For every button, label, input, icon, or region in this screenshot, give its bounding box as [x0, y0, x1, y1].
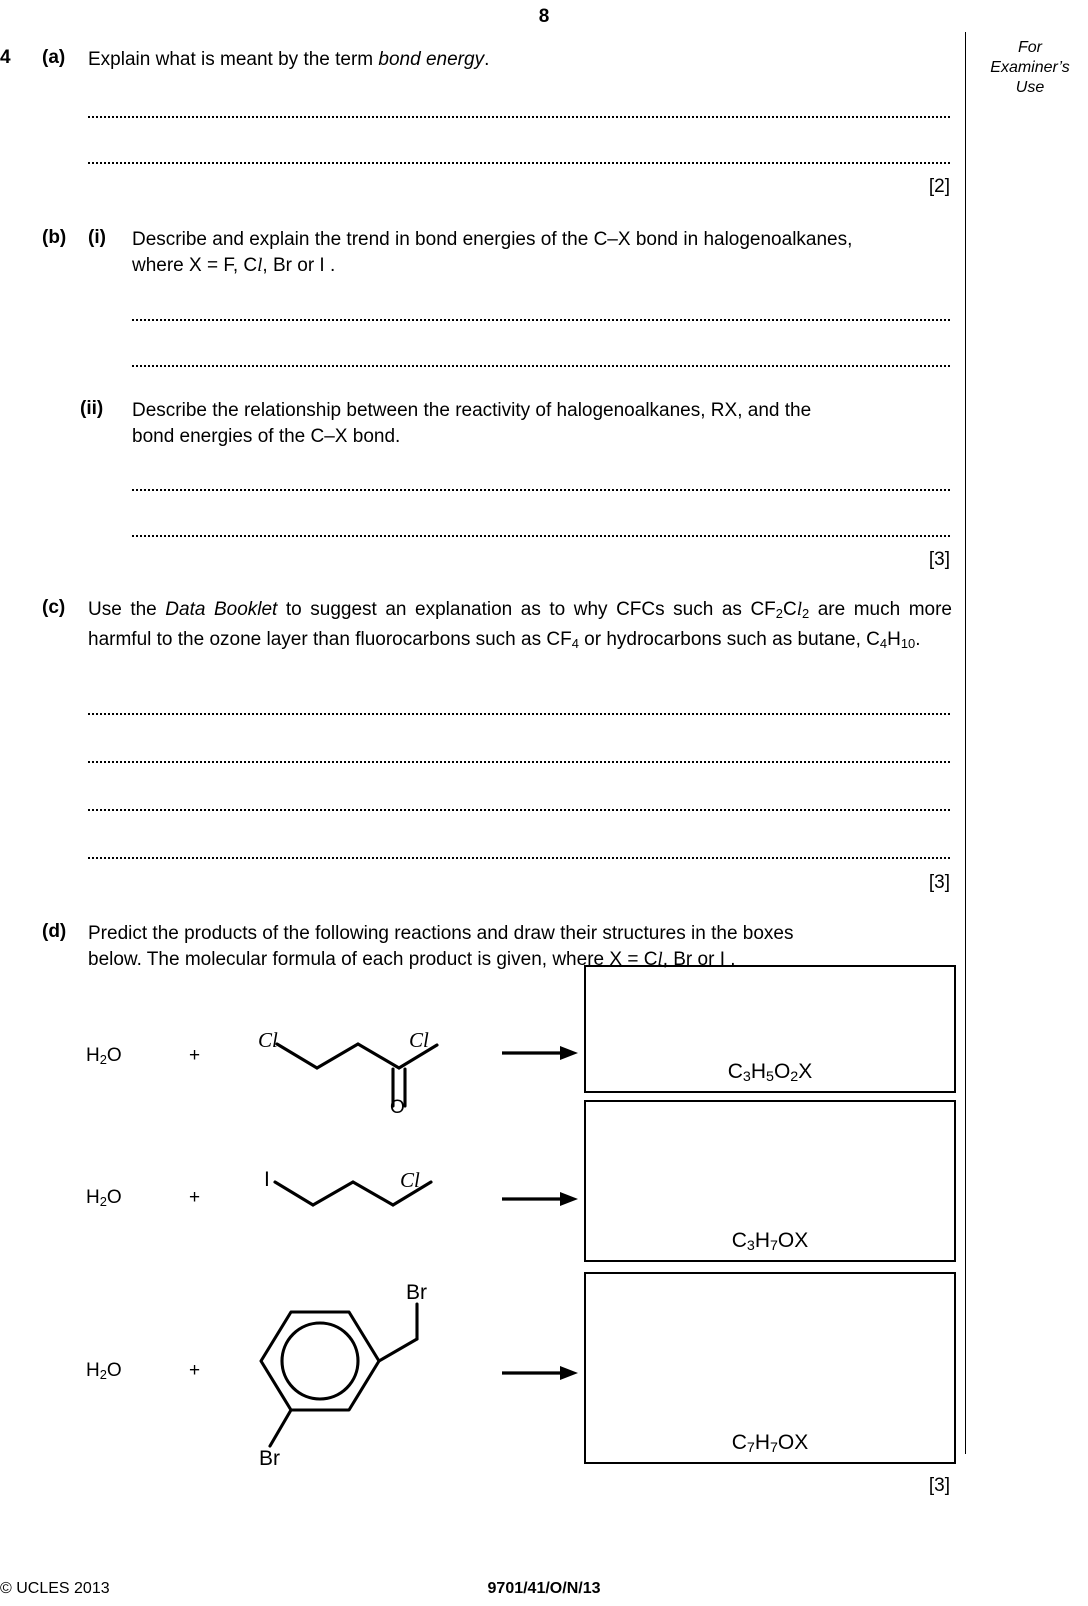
part-d-line-2-tail: , Br or I .	[662, 949, 736, 970]
water-subscript: 2	[99, 1193, 107, 1209]
part-a-text	[88, 47, 948, 73]
atom-label-bromine-ring-3: Br	[259, 1447, 280, 1470]
formula-o: O	[773, 1059, 791, 1083]
part-c-seg-end: .	[915, 628, 921, 650]
answer-line[interactable]	[88, 805, 950, 811]
product-box-1[interactable]	[584, 965, 956, 1093]
product-box-2[interactable]	[584, 1100, 956, 1262]
formula-c-sub: 3	[746, 1238, 755, 1254]
water-o: O	[106, 1360, 122, 1381]
formula-h-sub: 5	[766, 1069, 774, 1085]
answer-line[interactable]	[132, 315, 950, 321]
for-examiner-use-label	[975, 38, 1085, 98]
formula-c: C	[727, 1059, 743, 1083]
product-formula-3	[586, 1431, 954, 1456]
answer-line[interactable]	[132, 361, 950, 367]
formula-h: H	[750, 1059, 767, 1083]
atom-label-chlorine-2: Cl	[400, 1168, 420, 1192]
product-formula-1	[586, 1060, 954, 1085]
water-h: H	[86, 1360, 100, 1381]
part-c-text	[88, 597, 952, 657]
part-b-ii-line-2: bond energies of the C–X bond.	[132, 426, 401, 447]
part-label-b-i: (i)	[88, 227, 106, 248]
atom-label-bromine-top-3: Br	[406, 1281, 427, 1304]
answer-line[interactable]	[132, 531, 950, 537]
marks-a: [2]	[928, 176, 950, 197]
reagent-water-1	[86, 1045, 122, 1067]
formula-x: X	[798, 1059, 813, 1083]
answer-line[interactable]	[88, 709, 950, 715]
formula-h-sub: 7	[769, 1440, 778, 1456]
part-b-ii-text	[132, 398, 954, 450]
cl2-subscript: 2	[801, 605, 810, 621]
reaction-arrow-3	[500, 1360, 580, 1386]
part-b-i-line-1: Describe and explain the trend in bond energies of the C–X bond in halogenoalkanes,	[132, 229, 853, 250]
part-b-i-line-2-tail: , Br or I .	[262, 255, 336, 276]
footer-paper-code: 9701/41/O/N/13	[487, 1580, 601, 1597]
formula-h: H	[754, 1228, 770, 1252]
answer-line[interactable]	[88, 853, 950, 859]
part-d-line-2-lead: below. The molecular formula of each product is given, where X = C	[88, 949, 658, 970]
atom-label-chlorine-left-1: Cl	[258, 1028, 278, 1052]
part-b-i-text	[132, 227, 957, 279]
water-h: H	[86, 1187, 100, 1208]
formula-h: H	[754, 1430, 770, 1454]
answer-line[interactable]	[88, 112, 950, 118]
part-c-cl-c: C	[782, 599, 797, 620]
formula-c: C	[731, 1228, 747, 1252]
formula-x: X	[794, 1228, 809, 1252]
marks-d: [3]	[928, 1475, 950, 1496]
formula-o-sub: 2	[790, 1069, 799, 1085]
reaction-arrow-2	[500, 1186, 580, 1212]
water-o: O	[106, 1045, 122, 1066]
marks-b: [3]	[928, 549, 950, 570]
answer-line[interactable]	[132, 485, 950, 491]
examiner-column-divider	[965, 32, 966, 1454]
question-number-4: 4	[0, 47, 11, 68]
plus-sign-1: +	[189, 1045, 201, 1066]
footer-copyright: © UCLES 2013	[0, 1580, 110, 1597]
part-b-i-line-2	[132, 253, 957, 279]
reaction-arrow-1	[500, 1040, 580, 1066]
atom-label-oxygen-1: O	[390, 1097, 405, 1118]
formula-o: O	[777, 1430, 795, 1454]
atom-label-iodine-2: I	[264, 1168, 270, 1191]
reagent-water-2	[86, 1187, 122, 1209]
h10-subscript: 10	[900, 635, 916, 651]
chlorine-l-italic: l	[657, 949, 663, 970]
chlorine-l-italic: l	[257, 255, 263, 276]
plus-sign-3: +	[189, 1360, 201, 1381]
atom-label-chlorine-right-1: Cl	[409, 1028, 429, 1052]
part-a-term-italic: bond energy	[378, 49, 485, 70]
water-subscript: 2	[99, 1051, 107, 1067]
part-label-b-ii: (ii)	[80, 398, 104, 419]
structure-3-bromobenzyl-bromide	[248, 1282, 448, 1452]
product-formula-2	[586, 1229, 954, 1254]
page-number: 8	[538, 6, 550, 27]
part-c-seg-2: to suggest an explanation as to why CFCs such as CF	[277, 599, 776, 620]
part-b-ii-line-1: Describe the relationship between the reactivity of halogenoalkanes, RX, and the	[132, 400, 812, 421]
water-o: O	[106, 1187, 122, 1208]
plus-sign-2: +	[189, 1187, 201, 1208]
formula-x: X	[794, 1430, 809, 1454]
c4-subscript: 4	[879, 635, 888, 651]
answer-line[interactable]	[88, 158, 950, 164]
part-c-seg-1: Use the	[88, 599, 166, 620]
product-box-3[interactable]	[584, 1272, 956, 1464]
part-a-text-lead: Explain what is meant by the term	[88, 49, 379, 70]
marks-c: [3]	[928, 872, 950, 893]
answer-line[interactable]	[88, 757, 950, 763]
formula-o: O	[777, 1228, 795, 1252]
water-h: H	[86, 1045, 100, 1066]
reagent-water-3	[86, 1360, 122, 1382]
part-c-seg-5: or hydrocarbons such as butane, C	[578, 628, 880, 650]
structure-3-chloropropanoyl-chloride	[255, 1000, 465, 1110]
formula-c: C	[731, 1430, 747, 1454]
formula-c-sub: 3	[742, 1069, 751, 1085]
part-label-b: (b)	[42, 227, 67, 248]
part-c-seg-h: H	[887, 628, 901, 650]
examiner-line-1: For	[1018, 39, 1042, 56]
water-subscript: 2	[99, 1366, 107, 1382]
cf4-subscript: 4	[571, 635, 579, 651]
cf2-subscript: 2	[775, 605, 783, 621]
chlorine-l-italic: l	[796, 599, 802, 620]
formula-c-sub: 7	[746, 1440, 755, 1456]
part-label-c: (c)	[42, 597, 66, 618]
part-b-i-line-2-lead: where X = F, C	[132, 255, 258, 276]
formula-h-sub: 7	[769, 1238, 778, 1254]
part-d-line-1: Predict the products of the following reactions and draw their structures in the boxes	[88, 923, 794, 944]
examiner-line-2: Examiner’s	[990, 59, 1070, 76]
part-c-seg-3: are much more harmful to the ozone layer than fluorocarbons such as CF	[88, 599, 953, 650]
part-label-d: (d)	[42, 921, 67, 942]
structure-1-chloro-3-iodopropane	[255, 1160, 455, 1230]
examiner-line-3: Use	[1015, 79, 1045, 96]
data-booklet-italic: Data Booklet	[165, 599, 278, 620]
part-a-text-tail: .	[484, 49, 490, 70]
part-label-a: (a)	[42, 47, 66, 68]
